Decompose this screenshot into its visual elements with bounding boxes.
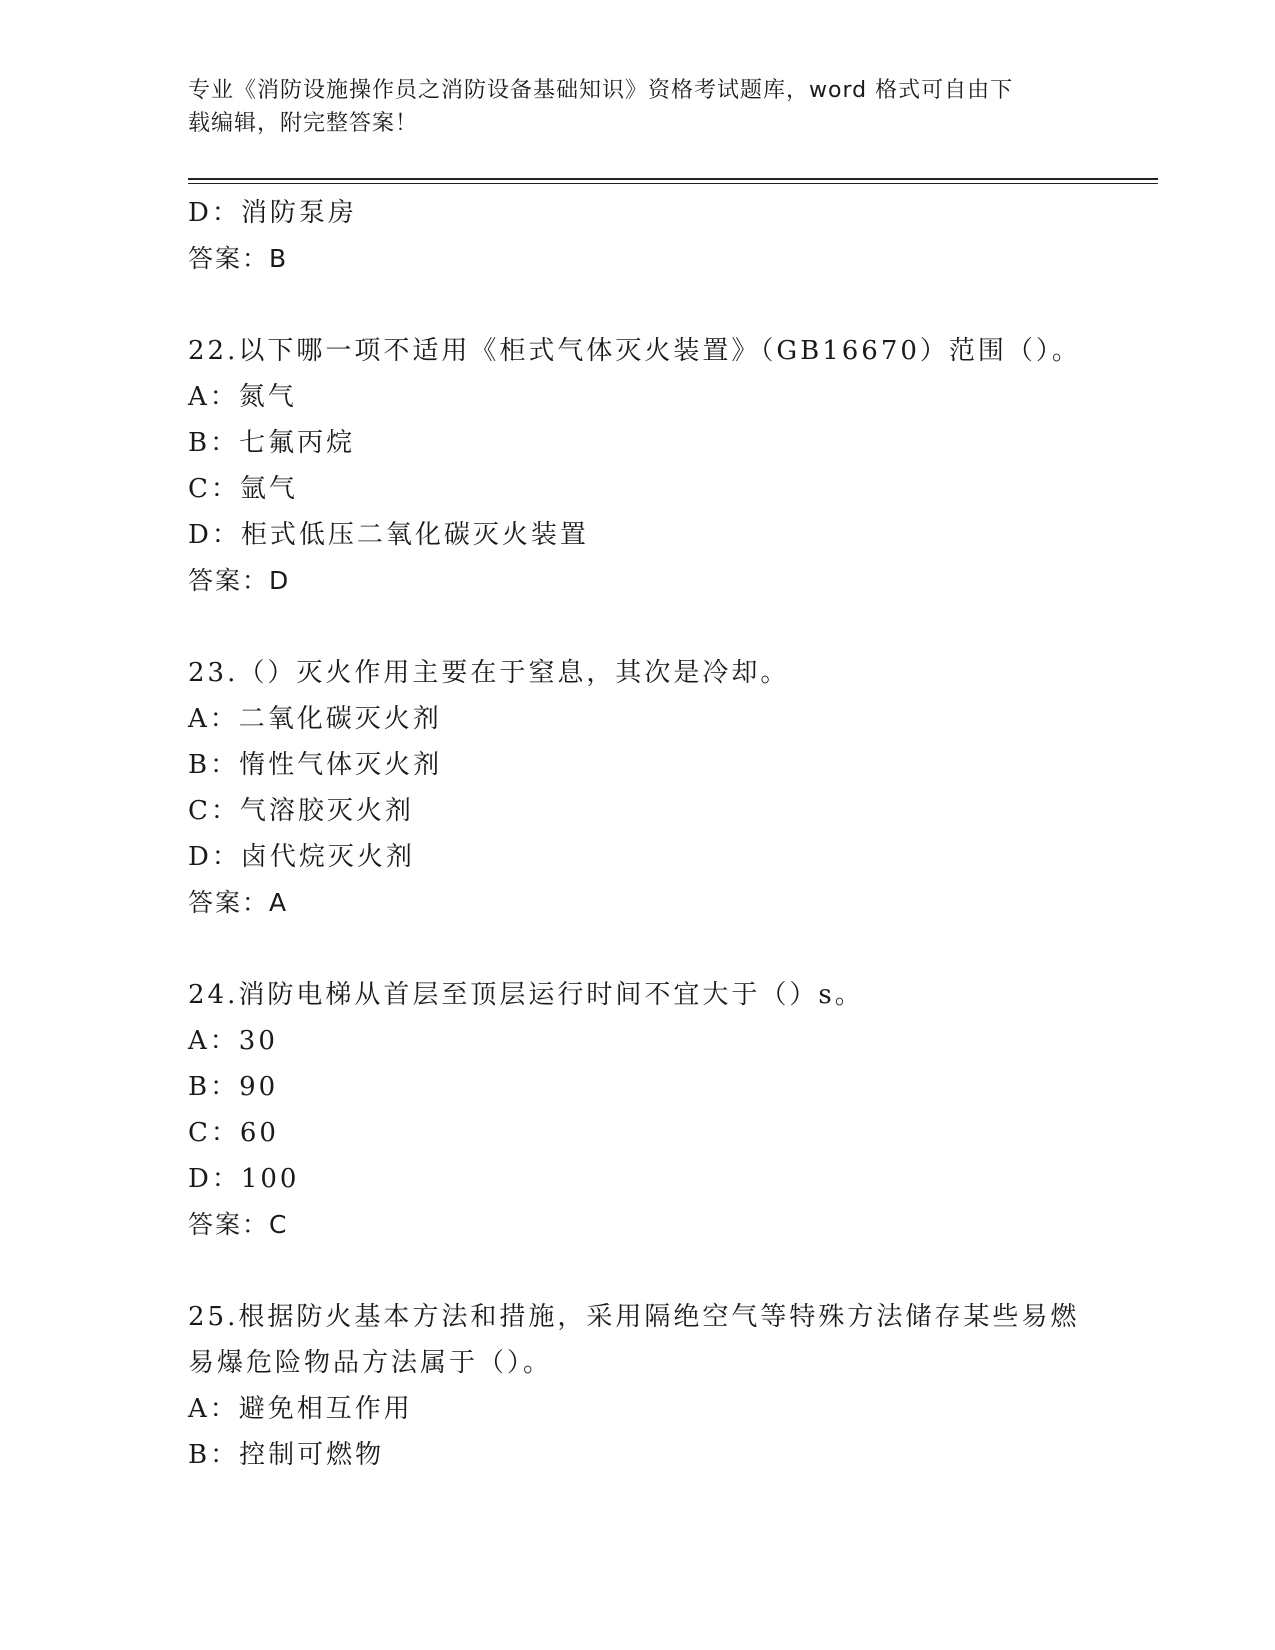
question-23 bbox=[188, 650, 1088, 926]
answer-label: 答案：D bbox=[188, 566, 291, 595]
option-b: B：惰性气体灭火剂 bbox=[188, 750, 443, 780]
question-stem-line-2: 易爆危险物品方法属于（）。 bbox=[188, 1348, 553, 1378]
option-b: B：七氟丙烷 bbox=[188, 428, 356, 458]
option-c: C：氩气 bbox=[188, 474, 298, 504]
option-c: C：气溶胶灭火剂 bbox=[188, 796, 414, 826]
option-b: B：控制可燃物 bbox=[188, 1440, 385, 1470]
spacer bbox=[188, 282, 1088, 328]
option-d: D：消防泵房 bbox=[188, 198, 357, 228]
option-d: D：柜式低压二氧化碳灭火装置 bbox=[188, 520, 589, 550]
header-line-2: 载编辑，附完整答案！ bbox=[188, 111, 419, 136]
option-a: A：氮气 bbox=[188, 382, 297, 412]
question-stem-line-1: 25.根据防火基本方法和措施，采用隔绝空气等特殊方法储存某些易燃 bbox=[188, 1302, 1080, 1332]
answer-label: 答案：C bbox=[188, 1210, 289, 1239]
question-stem: 23.（）灭火作用主要在于窒息，其次是冷却。 bbox=[188, 658, 790, 688]
question-24 bbox=[188, 972, 1088, 1248]
question-25 bbox=[188, 1294, 1088, 1478]
spacer bbox=[188, 604, 1088, 650]
option-a: A：30 bbox=[188, 1026, 278, 1056]
option-a: A：避免相互作用 bbox=[188, 1394, 413, 1424]
question-list bbox=[188, 190, 1088, 1478]
question-stem: 22.以下哪一项不适用《柜式气体灭火装置》（GB16670）范围（）。 bbox=[188, 336, 1081, 366]
option-a: A：二氧化碳灭火剂 bbox=[188, 704, 442, 734]
header-divider-thin bbox=[188, 183, 1158, 184]
answer-label: 答案：A bbox=[188, 888, 289, 917]
option-d: D：100 bbox=[188, 1164, 300, 1194]
answer-label: 答案：B bbox=[188, 244, 289, 273]
option-c: C：60 bbox=[188, 1118, 279, 1148]
page-header bbox=[188, 74, 1088, 140]
header-line-1: 专业《消防设施操作员之消防设备基础知识》资格考试题库，word 格式可自由下 bbox=[188, 78, 1014, 103]
spacer bbox=[188, 1248, 1088, 1294]
header-divider bbox=[188, 178, 1158, 180]
option-b: B：90 bbox=[188, 1072, 279, 1102]
question-22 bbox=[188, 328, 1088, 604]
spacer bbox=[188, 926, 1088, 972]
question-stem: 24.消防电梯从首层至顶层运行时间不宜大于（）s。 bbox=[188, 980, 864, 1010]
option-d: D：卤代烷灭火剂 bbox=[188, 842, 415, 872]
